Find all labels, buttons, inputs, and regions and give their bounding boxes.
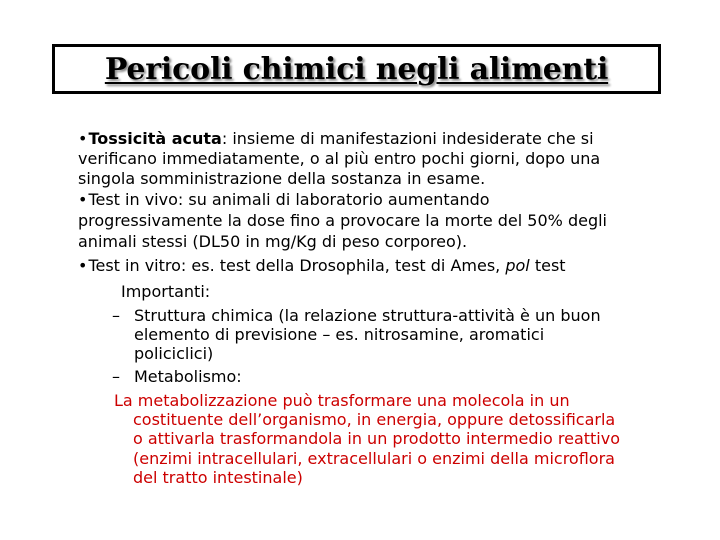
bullet: •: [78, 129, 88, 148]
p2-line2: progressivamente la dose fino a provocare la morte del 50% degli: [78, 211, 607, 230]
p3-line1-b: test: [529, 256, 566, 275]
p3-line1-italic: pol: [505, 256, 530, 275]
importanti-label: Importanti:: [121, 282, 211, 301]
sub1-dash: –: [112, 306, 120, 325]
sub1-line3: policiclici): [134, 344, 214, 363]
p3-line1: [78, 256, 566, 276]
page-title: Pericoli chimici negli alimenti: [104, 51, 609, 87]
p4-line4: (enzimi intracellulari, extracellulari o enzimi della microflora: [133, 449, 615, 468]
p1-term: Tossicità acuta: [88, 129, 222, 148]
bullet: •: [78, 190, 88, 209]
p4-line3: o attivarla trasformandola in un prodotto intermedio reattivo: [133, 429, 620, 448]
p4-line1: La metabolizzazione può trasformare una molecola in un: [114, 391, 570, 410]
p4-line5: del tratto intestinale): [133, 468, 303, 487]
sub2-dash: –: [112, 367, 120, 386]
sub1-line2: elemento di previsione – es. nitrosamine, aromatici: [134, 325, 545, 344]
p2-line1-text: Test in vivo: su animali di laboratorio aumentando: [88, 190, 490, 209]
p3-line1-a: Test in vitro: es. test della Drosophila, test di Ames,: [88, 256, 506, 275]
p1-line2: verificano immediatamente, o al più entro pochi giorni, dopo una: [78, 149, 601, 168]
p1-line3: singola somministrazione della sostanza in esame.: [78, 169, 486, 188]
p1-line1: [78, 129, 594, 149]
p1-line1-rest: : insieme di manifestazioni indesiderate che si: [221, 129, 594, 148]
title-box: [52, 44, 661, 94]
sub1-line1: Struttura chimica (la relazione struttura-attività è un buon: [134, 306, 601, 325]
sub2-line1: Metabolismo:: [134, 367, 242, 386]
p2-line1: [78, 190, 490, 210]
bullet: •: [78, 256, 88, 275]
p4-line2: costituente dell’organismo, in energia, oppure detossificarla: [133, 410, 616, 429]
p2-line3: animali stessi (DL50 in mg/Kg di peso corporeo).: [78, 232, 468, 251]
